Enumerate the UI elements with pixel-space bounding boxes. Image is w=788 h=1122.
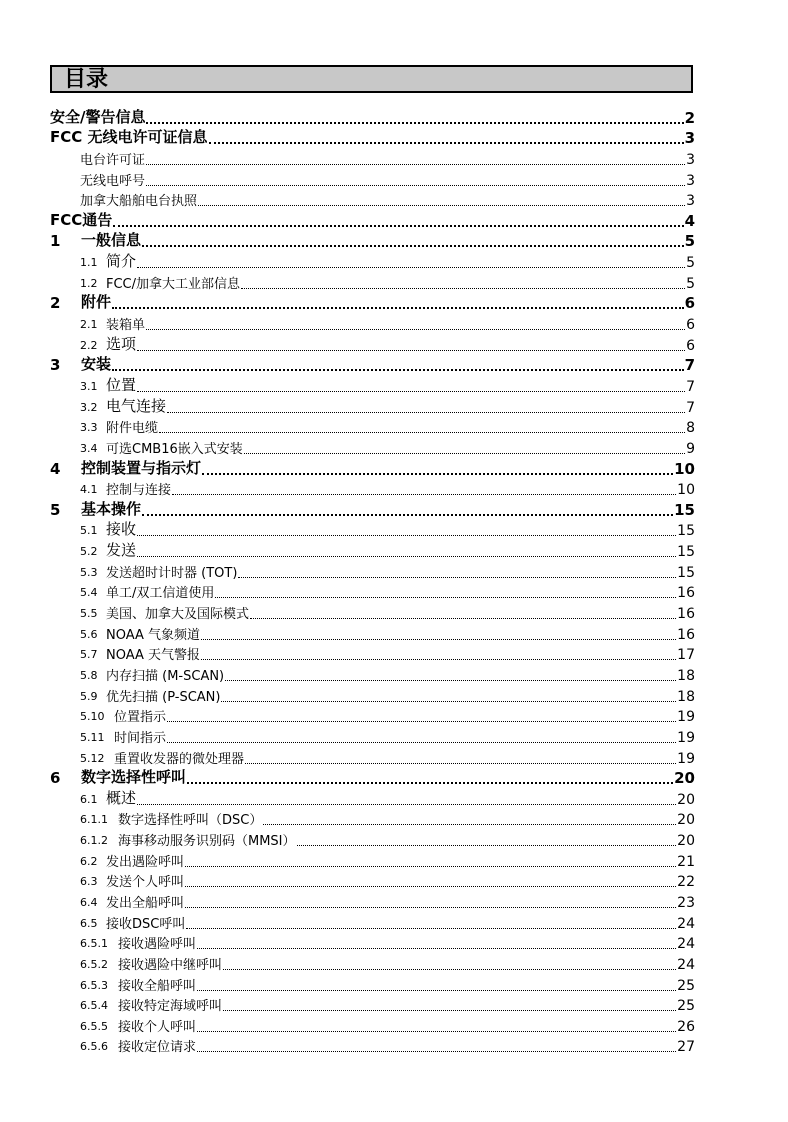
toc-entry[interactable] — [50, 1035, 695, 1056]
toc-entry-number: 6.5.3 — [80, 978, 108, 992]
dot-leader — [215, 597, 676, 598]
toc-entry-title: 接收个人呼叫 — [118, 1019, 197, 1035]
dot-leader — [223, 1010, 676, 1011]
toc-entry-number: 6.5.4 — [80, 999, 108, 1013]
toc-entry[interactable] — [50, 828, 695, 849]
toc-entry-title: 接收遇险中继呼叫 — [118, 957, 223, 973]
toc-entry-page: 26 — [677, 1018, 695, 1035]
toc-entry-number: 5.12 — [80, 751, 105, 765]
toc-entry-number: 5.8 — [80, 668, 98, 682]
toc-entry-number: 6 — [50, 769, 61, 788]
toc-entry-page: 10 — [677, 482, 695, 499]
toc-entry[interactable] — [50, 911, 695, 932]
toc-entry-number: 5.11 — [80, 730, 105, 744]
toc-entry-page: 3 — [686, 172, 695, 189]
toc-entry-number: 6.1.2 — [80, 834, 108, 848]
toc-entry[interactable] — [50, 333, 695, 354]
toc-entry-title: FCC/加拿大工业部信息 — [106, 276, 241, 292]
toc-entry[interactable] — [50, 994, 695, 1015]
toc-entry-title: 控制与连接 — [106, 483, 172, 499]
toc-entry-title: 附件电缆 — [106, 421, 159, 437]
toc-entry-title: 位置指示 — [114, 710, 167, 726]
toc-entry-number: 5.4 — [80, 586, 98, 600]
toc-entry[interactable] — [50, 271, 695, 292]
toc-entry[interactable] — [50, 725, 695, 746]
toc-entry-page: 7 — [684, 356, 695, 375]
toc-entry[interactable] — [50, 705, 695, 726]
toc-entry-title: 一般信息 — [81, 231, 142, 250]
toc-entry-page: 20 — [677, 812, 695, 829]
toc-entry[interactable] — [50, 230, 695, 251]
toc-entry-title: 无线电呼号 — [80, 173, 146, 189]
toc-entry-number: 2.2 — [80, 338, 98, 352]
toc-entry-title: 接收全船呼叫 — [118, 978, 197, 994]
toc-entry-title: 安全/警告信息 — [50, 107, 146, 126]
dot-leader — [185, 886, 676, 887]
toc-entry-number: 4 — [50, 459, 61, 478]
toc-entry-number: 6.5.2 — [80, 957, 108, 971]
toc-entry-number: 2 — [50, 294, 61, 313]
toc-entry-number: 5.5 — [80, 607, 98, 621]
toc-entry-title: NOAA 气象频道 — [106, 627, 201, 643]
toc-entry-title: 重置收发器的微处理器 — [114, 751, 245, 767]
toc-entry-page: 17 — [677, 647, 695, 664]
dot-leader — [241, 288, 685, 289]
toc-entry-page: 18 — [677, 667, 695, 684]
toc-entry-number: 6.5.5 — [80, 1019, 108, 1033]
toc-entry[interactable] — [50, 478, 695, 499]
toc-entry[interactable] — [50, 416, 695, 437]
toc-entry-title: 美国、加拿大及国际模式 — [106, 607, 250, 623]
table-of-contents — [50, 106, 695, 1055]
dot-leader — [209, 142, 684, 144]
dot-leader — [167, 742, 676, 743]
dot-leader — [197, 948, 676, 949]
toc-entry[interactable] — [50, 808, 695, 829]
toc-entry-title: FCC 无线电许可证信息 — [50, 128, 208, 147]
toc-entry-title: 电台许可证 — [80, 152, 146, 168]
toc-entry-title: 单工/双工信道使用 — [106, 586, 215, 602]
toc-entry[interactable] — [50, 106, 695, 127]
toc-header — [50, 65, 693, 93]
toc-entry-title: 概述 — [106, 788, 137, 807]
toc-entry[interactable] — [50, 643, 695, 664]
toc-entry-page: 19 — [677, 750, 695, 767]
toc-entry-title: 优先扫描 (P-SCAN) — [106, 689, 221, 705]
dot-leader — [112, 369, 684, 371]
toc-entry[interactable] — [50, 436, 695, 457]
toc-entry-page: 4 — [684, 211, 695, 230]
toc-entry-number: 4.1 — [80, 483, 98, 497]
dot-leader — [238, 577, 676, 578]
toc-entry-number: 2.1 — [80, 318, 98, 332]
toc-entry-title: 内存扫描 (M-SCAN) — [106, 668, 225, 684]
toc-entry-number: 5.7 — [80, 648, 98, 662]
dot-leader — [201, 639, 676, 640]
dot-leader — [137, 556, 676, 557]
dot-leader — [197, 1051, 676, 1052]
toc-entry-title: 接收 — [106, 520, 137, 539]
toc-entry-page: 19 — [677, 729, 695, 746]
toc-entry-number: 1 — [50, 232, 61, 251]
dot-leader — [245, 763, 676, 764]
toc-entry-page: 3 — [686, 193, 695, 210]
dot-leader — [137, 804, 676, 805]
dot-leader — [113, 225, 683, 227]
toc-entry[interactable] — [50, 312, 695, 333]
toc-entry[interactable] — [50, 374, 695, 395]
toc-entry-page: 15 — [677, 564, 695, 581]
toc-entry[interactable] — [50, 932, 695, 953]
dot-leader — [223, 969, 676, 970]
toc-entry[interactable] — [50, 746, 695, 767]
toc-entry-page: 20 — [677, 791, 695, 808]
toc-entry-page: 25 — [677, 977, 695, 994]
toc-entry-title: 可选CMB16嵌入式安装 — [106, 441, 243, 457]
toc-entry-number: 1.2 — [80, 276, 98, 290]
dot-leader — [244, 453, 685, 454]
dot-leader — [250, 618, 676, 619]
toc-entry-title: FCC通告 — [50, 210, 113, 229]
toc-entry-number: 3.2 — [80, 400, 98, 414]
toc-entry[interactable] — [50, 684, 695, 705]
toc-entry-number: 5.9 — [80, 689, 98, 703]
toc-entry[interactable] — [50, 395, 695, 416]
toc-header-title: 目录 — [64, 67, 109, 92]
toc-entry-number: 6.1.1 — [80, 813, 108, 827]
toc-entry[interactable] — [50, 663, 695, 684]
toc-entry-page: 16 — [677, 585, 695, 602]
toc-entry-title: 发送个人呼叫 — [106, 875, 185, 891]
toc-entry-title: 加拿大船舶电台执照 — [80, 194, 198, 210]
toc-entry-page: 27 — [677, 1039, 695, 1056]
toc-entry-title: 接收遇险呼叫 — [118, 937, 197, 953]
toc-entry[interactable] — [50, 849, 695, 870]
dot-leader — [146, 185, 685, 186]
dot-leader — [159, 432, 685, 433]
toc-entry-page: 5 — [686, 275, 695, 292]
toc-entry[interactable] — [50, 498, 695, 519]
dot-leader — [146, 329, 685, 330]
toc-entry[interactable] — [50, 787, 695, 808]
dot-leader — [263, 824, 676, 825]
toc-entry-number: 5 — [50, 500, 61, 519]
toc-entry-title: 发出遇险呼叫 — [106, 854, 185, 870]
toc-entry-page: 15 — [674, 500, 695, 519]
dot-leader — [201, 659, 676, 660]
toc-entry-page: 20 — [677, 833, 695, 850]
toc-entry-title: 接收特定海域呼叫 — [118, 999, 223, 1015]
toc-entry[interactable] — [50, 354, 695, 375]
toc-entry-title: 基本操作 — [81, 499, 142, 518]
toc-entry-number: 5.6 — [80, 627, 98, 641]
toc-entry-page: 15 — [677, 523, 695, 540]
toc-entry-number: 5.3 — [80, 565, 98, 579]
toc-entry[interactable] — [50, 168, 695, 189]
toc-entry-page: 24 — [677, 956, 695, 973]
toc-entry[interactable] — [50, 519, 695, 540]
dot-leader — [186, 928, 676, 929]
dot-leader — [146, 122, 683, 124]
toc-entry-title: 发出全船呼叫 — [106, 895, 185, 911]
toc-entry-number: 6.3 — [80, 875, 98, 889]
toc-entry-number: 6.4 — [80, 895, 98, 909]
toc-entry-number: 6.1 — [80, 792, 98, 806]
toc-entry-title: 装箱单 — [106, 318, 146, 334]
toc-entry-page: 5 — [684, 232, 695, 251]
dot-leader — [197, 990, 676, 991]
toc-entry-number: 5.1 — [80, 524, 98, 538]
toc-entry-number: 6.5 — [80, 916, 98, 930]
toc-entry-title: 接收定位请求 — [118, 1040, 197, 1056]
toc-entry-number: 5.2 — [80, 545, 98, 559]
toc-entry-title: 接收DSC呼叫 — [106, 916, 186, 932]
toc-entry-title: 发送超时计时器 (TOT) — [106, 565, 238, 581]
toc-entry-number: 6.2 — [80, 854, 98, 868]
toc-entry-number: 3.4 — [80, 441, 98, 455]
dot-leader — [137, 391, 685, 392]
toc-entry-page: 6 — [686, 337, 695, 354]
toc-entry[interactable] — [50, 870, 695, 891]
dot-leader — [297, 845, 677, 846]
dot-leader — [142, 245, 684, 247]
dot-leader — [137, 535, 676, 536]
toc-entry-page: 2 — [684, 108, 695, 127]
toc-entry-page: 6 — [684, 294, 695, 313]
dot-leader — [185, 866, 676, 867]
toc-entry-number: 3 — [50, 356, 61, 375]
toc-entry-title: 电气连接 — [106, 396, 167, 415]
toc-entry-page: 18 — [677, 688, 695, 705]
toc-entry-page: 7 — [686, 378, 695, 395]
toc-entry-title: 选项 — [106, 334, 137, 353]
dot-leader — [146, 164, 685, 165]
dot-leader — [167, 412, 685, 413]
toc-entry[interactable] — [50, 973, 695, 994]
toc-entry-number: 5.10 — [80, 710, 105, 724]
toc-entry-page: 24 — [677, 915, 695, 932]
toc-entry[interactable] — [50, 209, 695, 230]
toc-entry-page: 10 — [674, 459, 695, 478]
toc-entry-number: 3.3 — [80, 421, 98, 435]
toc-entry-title: 时间指示 — [114, 730, 167, 746]
toc-entry-title: 简介 — [106, 252, 137, 271]
toc-entry[interactable] — [50, 560, 695, 581]
toc-entry[interactable] — [50, 147, 695, 168]
dot-leader — [197, 1031, 676, 1032]
toc-entry[interactable] — [50, 127, 695, 148]
toc-entry-page: 25 — [677, 998, 695, 1015]
toc-entry-title: NOAA 天气警报 — [106, 648, 201, 664]
toc-entry-page: 3 — [686, 151, 695, 168]
toc-entry-page: 24 — [677, 936, 695, 953]
dot-leader — [221, 701, 676, 702]
toc-entry[interactable] — [50, 581, 695, 602]
dot-leader — [185, 907, 676, 908]
toc-entry-title: 海事移动服务识别码（MMSI） — [118, 834, 296, 850]
toc-entry-page: 16 — [677, 606, 695, 623]
dot-leader — [202, 473, 673, 475]
toc-entry-page: 19 — [677, 709, 695, 726]
toc-entry-page: 7 — [686, 399, 695, 416]
toc-entry[interactable] — [50, 601, 695, 622]
toc-entry-title: 安装 — [81, 355, 112, 374]
toc-entry-number: 1.1 — [80, 256, 98, 270]
toc-entry[interactable] — [50, 1014, 695, 1035]
toc-entry-number: 6.5.6 — [80, 1040, 108, 1054]
toc-entry-page: 21 — [677, 853, 695, 870]
toc-entry-title: 位置 — [106, 375, 137, 394]
dot-leader — [167, 721, 676, 722]
toc-entry[interactable] — [50, 622, 695, 643]
toc-entry-page: 3 — [684, 129, 695, 148]
dot-leader — [198, 205, 685, 206]
dot-leader — [112, 307, 684, 309]
toc-entry-page: 22 — [677, 874, 695, 891]
toc-entry-number: 6.5.1 — [80, 937, 108, 951]
toc-entry[interactable] — [50, 292, 695, 313]
dot-leader — [172, 494, 676, 495]
dot-leader — [187, 782, 673, 784]
dot-leader — [225, 680, 676, 681]
toc-entry-title: 数字选择性呼叫 — [81, 768, 187, 787]
toc-entry-page: 20 — [674, 769, 695, 788]
toc-entry[interactable] — [50, 250, 695, 271]
toc-entry-page: 5 — [686, 255, 695, 272]
toc-entry-page: 15 — [677, 544, 695, 561]
toc-entry-number: 3.1 — [80, 379, 98, 393]
toc-entry-title: 发送 — [106, 541, 137, 560]
dot-leader — [137, 267, 685, 268]
toc-entry-page: 8 — [686, 420, 695, 437]
toc-entry-page: 9 — [686, 440, 695, 457]
toc-entry[interactable] — [50, 189, 695, 210]
dot-leader — [142, 514, 673, 516]
toc-entry-page: 6 — [686, 317, 695, 334]
dot-leader — [137, 350, 685, 351]
toc-entry-title: 附件 — [81, 293, 112, 312]
toc-entry-page: 23 — [677, 894, 695, 911]
toc-entry-title: 控制装置与指示灯 — [81, 458, 202, 477]
toc-entry-page: 16 — [677, 626, 695, 643]
toc-entry[interactable] — [50, 890, 695, 911]
toc-entry[interactable] — [50, 767, 695, 788]
toc-entry[interactable] — [50, 952, 695, 973]
toc-entry-title: 数字选择性呼叫（DSC） — [118, 813, 263, 829]
toc-entry[interactable] — [50, 457, 695, 478]
toc-entry[interactable] — [50, 539, 695, 560]
